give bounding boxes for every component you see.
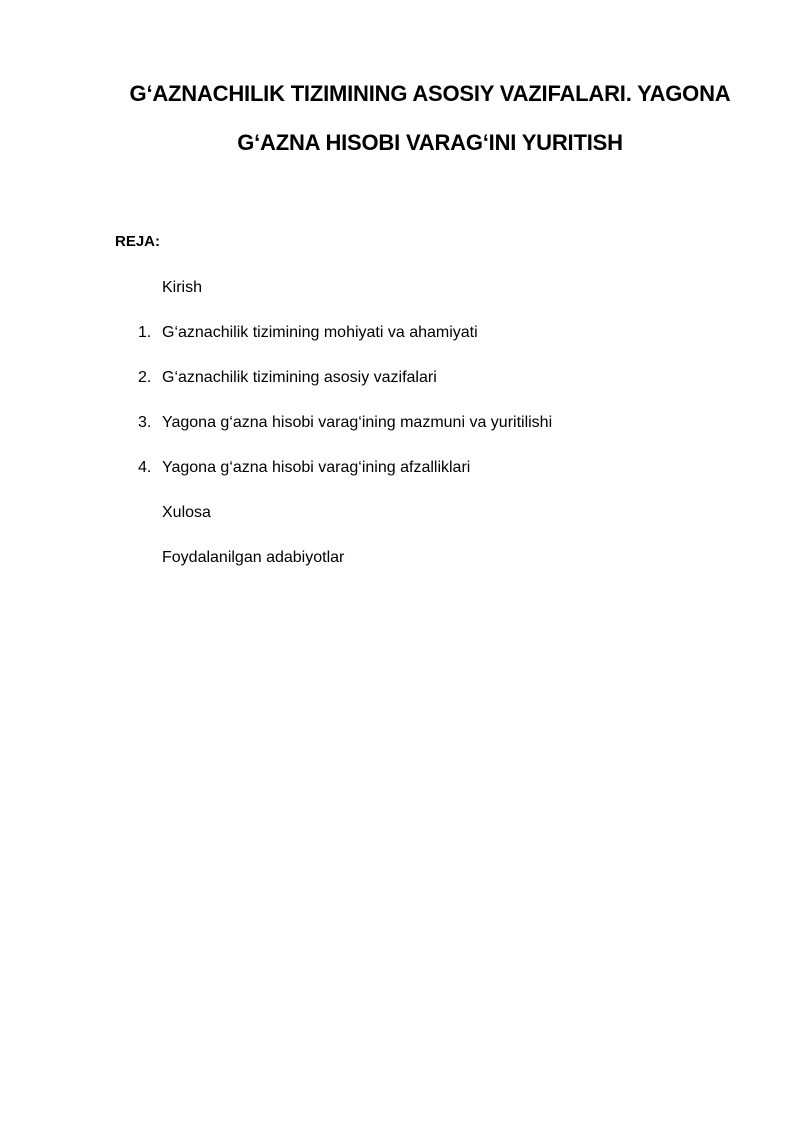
plan-item-text: G‘aznachilik tizimining mohiyati va ahamiyati <box>162 324 478 341</box>
plan-item-text: Yagona g‘azna hisobi varag‘ining mazmuni va yuritilishi <box>162 414 553 431</box>
plan-item-number: 2. <box>138 369 152 386</box>
plan-item-text: Foydalanilgan adabiyotlar <box>162 549 345 566</box>
plan-item-text: G‘aznachilik tizimining asosiy vazifalari <box>162 369 437 386</box>
plan-item-text: Yagona g‘azna hisobi varag‘ining afzalliklari <box>162 459 471 476</box>
document-title-line-2: G‘AZNA HISOBI VARAG‘INI YURITISH <box>237 130 623 155</box>
plan-item-text: Kirish <box>162 279 203 296</box>
document-title-line-1: G‘AZNACHILIK TIZIMINING ASOSIY VAZIFALARI. YAGONA <box>129 81 731 106</box>
plan-item-number: 1. <box>138 324 152 341</box>
plan-item-number: 4. <box>138 459 152 476</box>
plan-item-number: 3. <box>138 414 152 431</box>
plan-heading: REJA: <box>115 233 161 250</box>
plan-item-text: Xulosa <box>162 504 211 521</box>
